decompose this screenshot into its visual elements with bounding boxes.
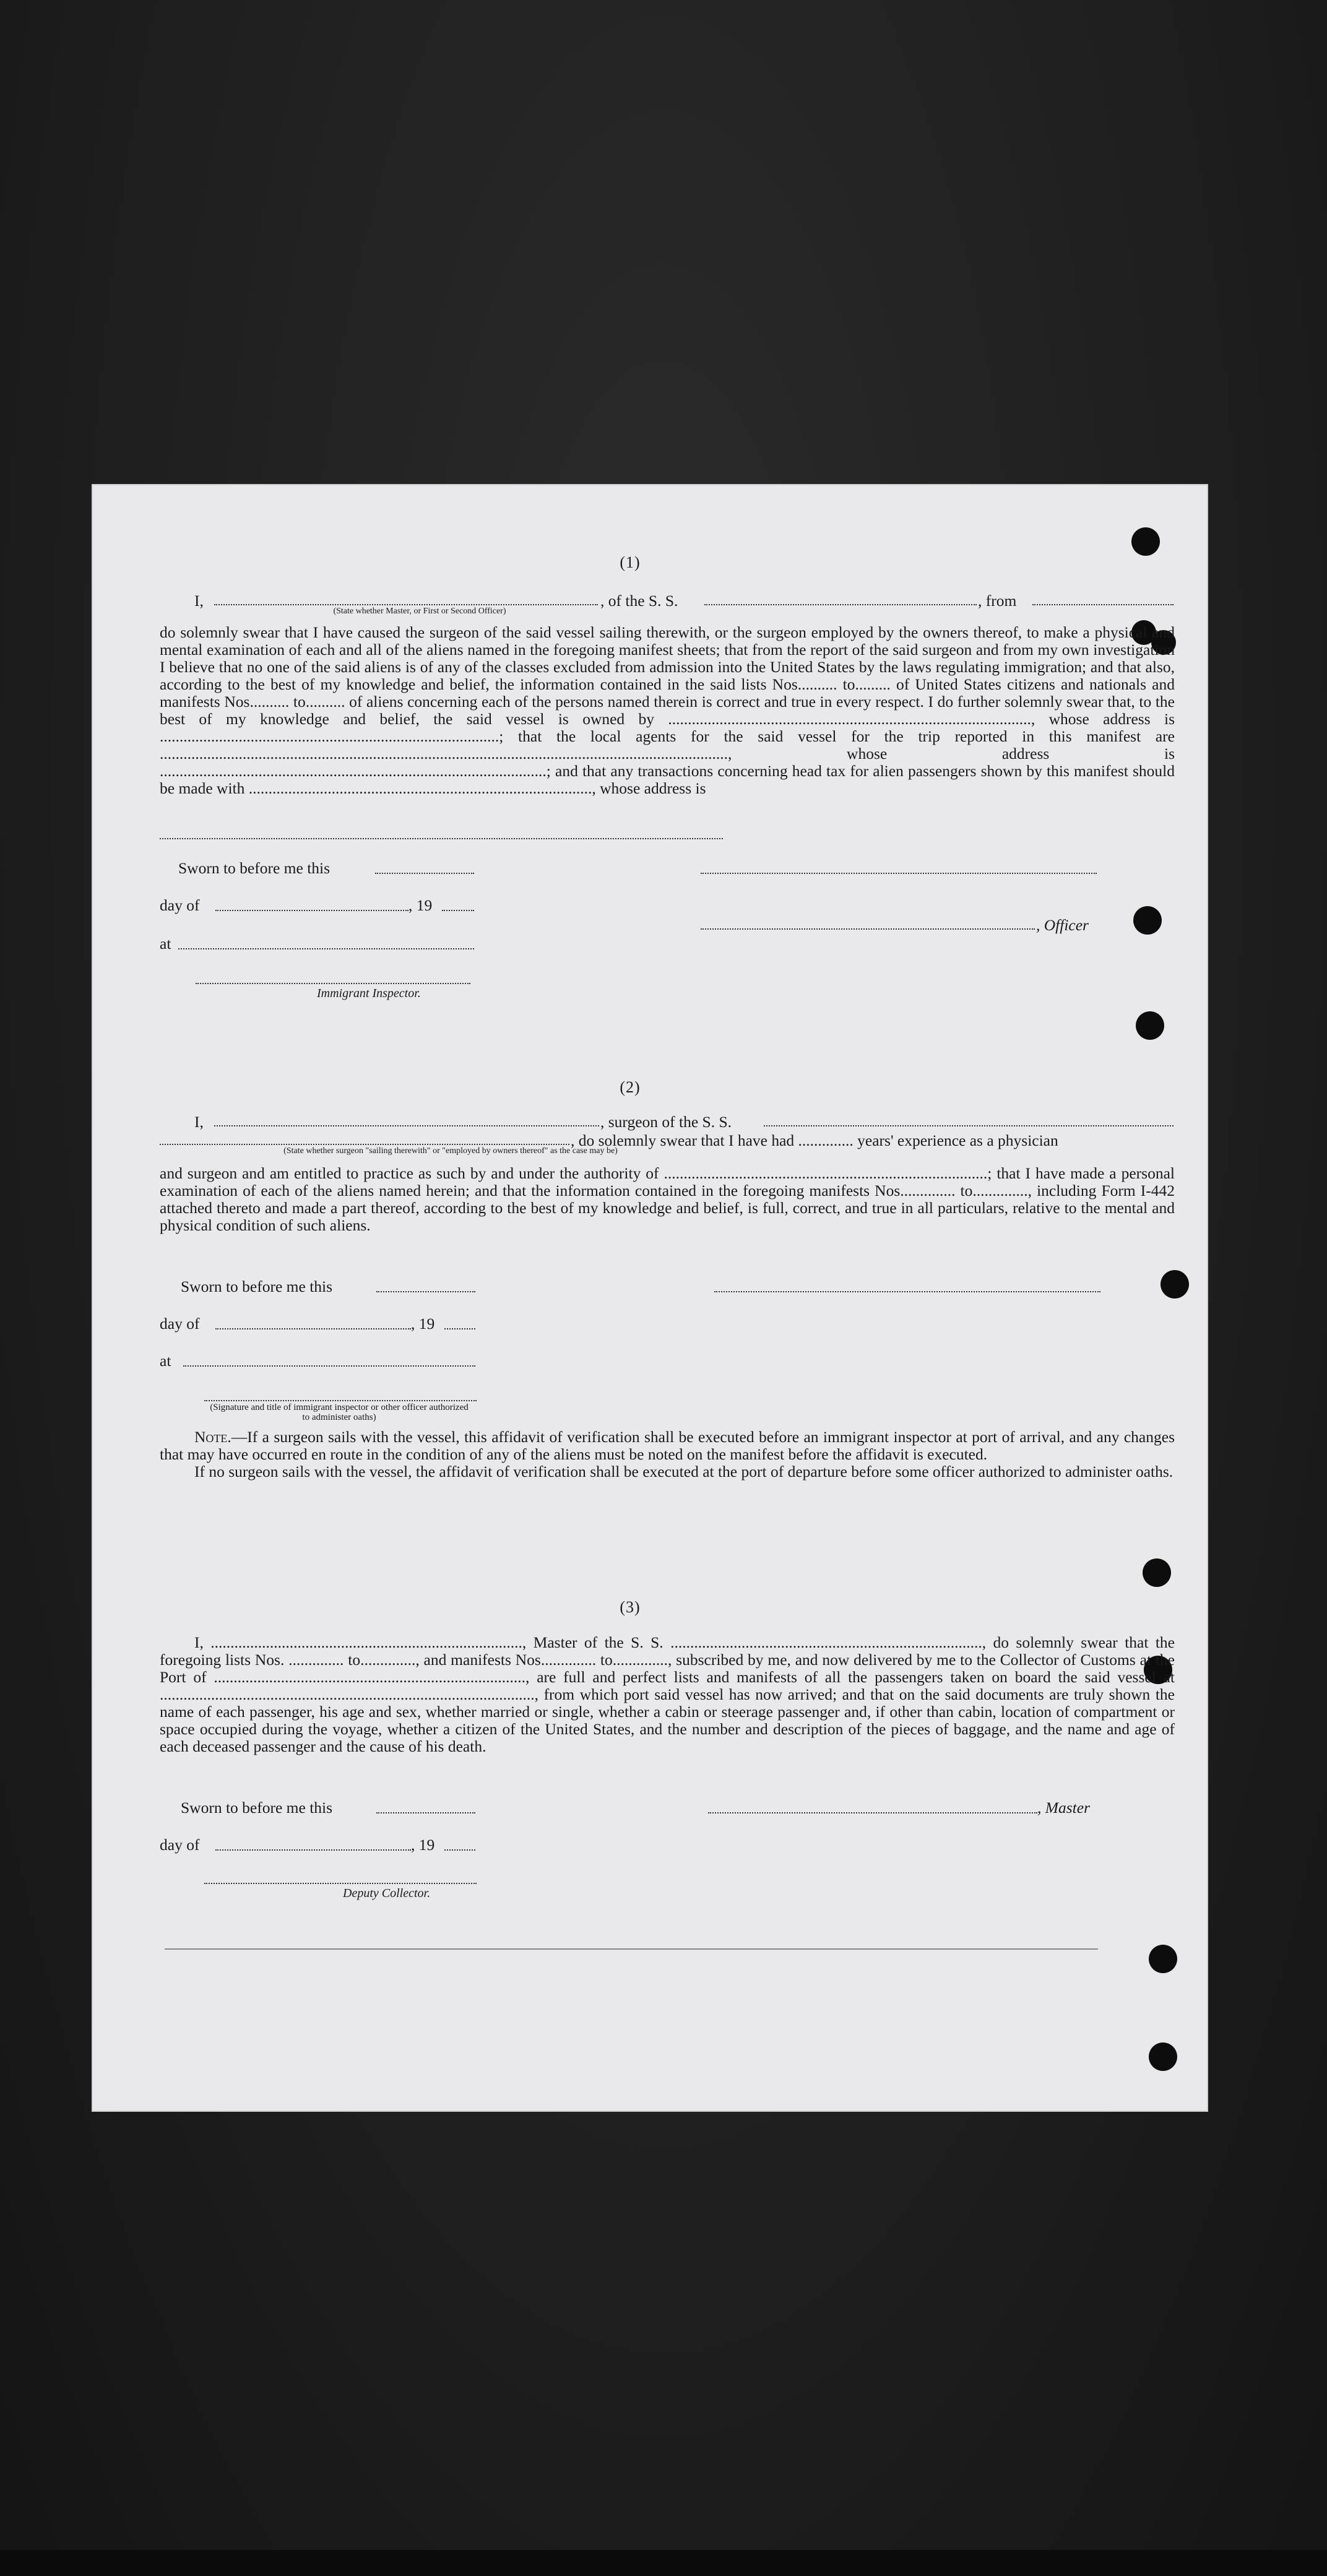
punch-hole-1 [1131,527,1160,556]
section-1-number: (1) [620,553,641,571]
section-3-number: (3) [620,1598,641,1616]
section-2-oath-text [160,1165,1175,1234]
note-label: Note. [194,1428,231,1446]
section-1-year-line[interactable] [442,910,474,911]
section-1-inspector-label: Immigrant Inspector. [317,987,421,1000]
section-2-sworn-date-line[interactable] [376,1291,475,1292]
section-1-vessel-line[interactable] [704,604,977,605]
punch-hole-5 [1136,1011,1164,1040]
section-3-master-label: , Master [1037,1799,1090,1817]
section-1-at-line[interactable] [178,948,474,949]
section-1-address-continuation-line[interactable] [160,838,723,839]
section-2-number: (2) [620,1078,641,1096]
section-2-at-label: at [160,1352,171,1370]
section-3-deputy-label: Deputy Collector. [343,1887,431,1900]
section-2-surgeon-of-ss: , surgeon of the S. S. [600,1113,732,1131]
section-2-status-line[interactable] [160,1144,569,1145]
section-2-line-i: I, [194,1113,204,1131]
section-1-signature-line[interactable] [701,873,1097,874]
punch-hole-4 [1133,906,1162,935]
section-1-officer-label: , Officer [1036,916,1089,934]
section-1-caption: (State whether Master, or First or Second Officer) [333,607,506,616]
section-2-oath-paragraph: and surgeon and am entitled to practice as such by and under the authority of ..................................................................................; that I have made a personal examination of each of the aliens named herein; and that the information contained in the foregoing manifests Nos.............. to.............., including Form I-442 attached thereto and made a part thereof, according to the best of my knowledge and belief, is full, correct, and true in all particulars, relative to the mental and physical condition of such aliens. [160,1164,1175,1234]
section-2-experience-text: , do solemnly swear that I have had .............. years' experience as a physician [571,1131,1058,1149]
section-1-sworn-label: Sworn to before me this [178,859,331,877]
section-2-signature-caption: (Signature and title of immigrant inspector or other officer authorized to administer oaths) [210,1403,469,1422]
punch-hole-9 [1149,1945,1177,1973]
section-3-sworn-date-line[interactable] [376,1812,475,1813]
section-1-inspector-line[interactable] [196,983,470,984]
section-2-caption: (State whether surgeon "sailing therewith" or "employed by owners thereof" as the case may be) [283,1146,618,1156]
section-3-day-of-label: day of [160,1836,200,1854]
punch-hole-6 [1161,1270,1189,1299]
section-2-day-line[interactable] [215,1328,411,1329]
section-3-deputy-signature-line[interactable] [204,1883,477,1884]
section-2-inspector-signature-line[interactable] [204,1400,477,1401]
section-1-of-ss: , of the S. S. [600,592,678,610]
section-2-vessel-line[interactable] [764,1125,1174,1126]
punch-hole-7 [1143,1558,1171,1587]
punch-hole-10 [1149,2042,1177,2071]
section-3-year-label: , 19 [411,1836,435,1854]
section-2-day-of-label: day of [160,1315,200,1333]
section-2-year-line[interactable] [444,1328,475,1329]
page-bottom-rule [165,1948,1098,1950]
section-2-note-paragraph [160,1428,1175,1463]
section-2-year-label: , 19 [411,1315,435,1333]
section-1-day-of-label: day of [160,896,200,914]
section-1-line-i: I, [194,592,204,610]
section-2-signature-line[interactable] [714,1291,1100,1292]
section-1-from: , from [978,592,1017,610]
note-text-1: —If a surgeon sails with the vessel, this affidavit of verification shall be executed before an immigrant inspector at port of arrival, and any changes that may have occurred en route in the condition of any of the aliens must be noted on the manifest before the affidavit is executed. [160,1428,1175,1463]
section-3-oath-paragraph: I, ..............................................................................., Master of the S. S. ..............................................................................., do solemnly swear that the foregoing lists Nos. .............. to.............., and manifests Nos.............. to.............., subscribed by me, and now delivered by me to the Collector of Customs at the Port of ..............................................................................., are full and perfect lists and manifests of all the passengers taken on board the said vessel at ..............................................................................................., from which port said vessel has now arrived; and that on the said documents are truly shown the name of each passenger, his age and sex, whether married or single, whether a cabin or steerage passenger and, if other than cabin, location of compartment or space occupied during the voyage, whether a citizen of the United States, and the number and description of the pieces of baggage, and the name and age of each deceased passenger and the cause of his death. [160,1633,1175,1755]
section-3-master-signature-line[interactable] [708,1812,1037,1813]
scan-bottom-strip [0,2550,1327,2576]
section-2-note-paragraph-2: If no surgeon sails with the vessel, the affidavit of verification shall be executed at the port of departure before some officer authorized to administer oaths. [194,1463,1174,1480]
section-3-oath-text [160,1634,1175,1755]
section-3-sworn-label: Sworn to before me this [181,1799,333,1817]
section-1-oath-paragraph: do solemnly swear that I have caused the surgeon of the said vessel sailing therewith, or the surgeon employed by the owners thereof, to make a physical and mental examination of each and all of the aliens named in the foregoing manifest sheets; that from the report of the said surgeon and from my own investigation I believe that no one of the said aliens is of any of the classes excluded from admission into the United States by the laws regulating immigration; and that also, according to the best of my knowledge and belief, the information contained in the said lists Nos.......... to......... of United States citizens and nationals and manifests Nos.......... to.......... of aliens concerning each of the persons named therein is correct and true in every respect. I do further solemnly swear that, to the best of my knowledge and belief, the said vessel is owned by ............................................................................................, whose address is ......................................................................................; that the local agents for the said vessel for the trip reported in this manifest are ................................................................................................................................................, whose address is ..................................................................................................; and that any transactions concerning head tax for alien passengers shown by this manifest should be made with ......................................................................................., whose address is [160,623,1175,797]
section-1-officer-name-line[interactable] [214,604,598,605]
section-1-from-line[interactable] [1032,604,1174,605]
section-2-surgeon-name-line[interactable] [214,1125,599,1126]
section-1-oath-text [160,624,1175,797]
section-1-year-label: , 19 [408,896,433,914]
section-2-note [160,1428,1175,1480]
section-3-day-line[interactable] [215,1849,411,1851]
section-2-sworn-label: Sworn to before me this [181,1277,333,1295]
section-3-year-line[interactable] [444,1849,475,1851]
section-2-at-line[interactable] [183,1365,475,1367]
manifest-affidavit-page [92,484,1208,2112]
section-1-at-label: at [160,935,171,953]
section-1-officer-line[interactable] [701,928,1035,930]
section-1-day-line[interactable] [215,910,408,911]
section-1-sworn-date-line[interactable] [375,873,474,874]
